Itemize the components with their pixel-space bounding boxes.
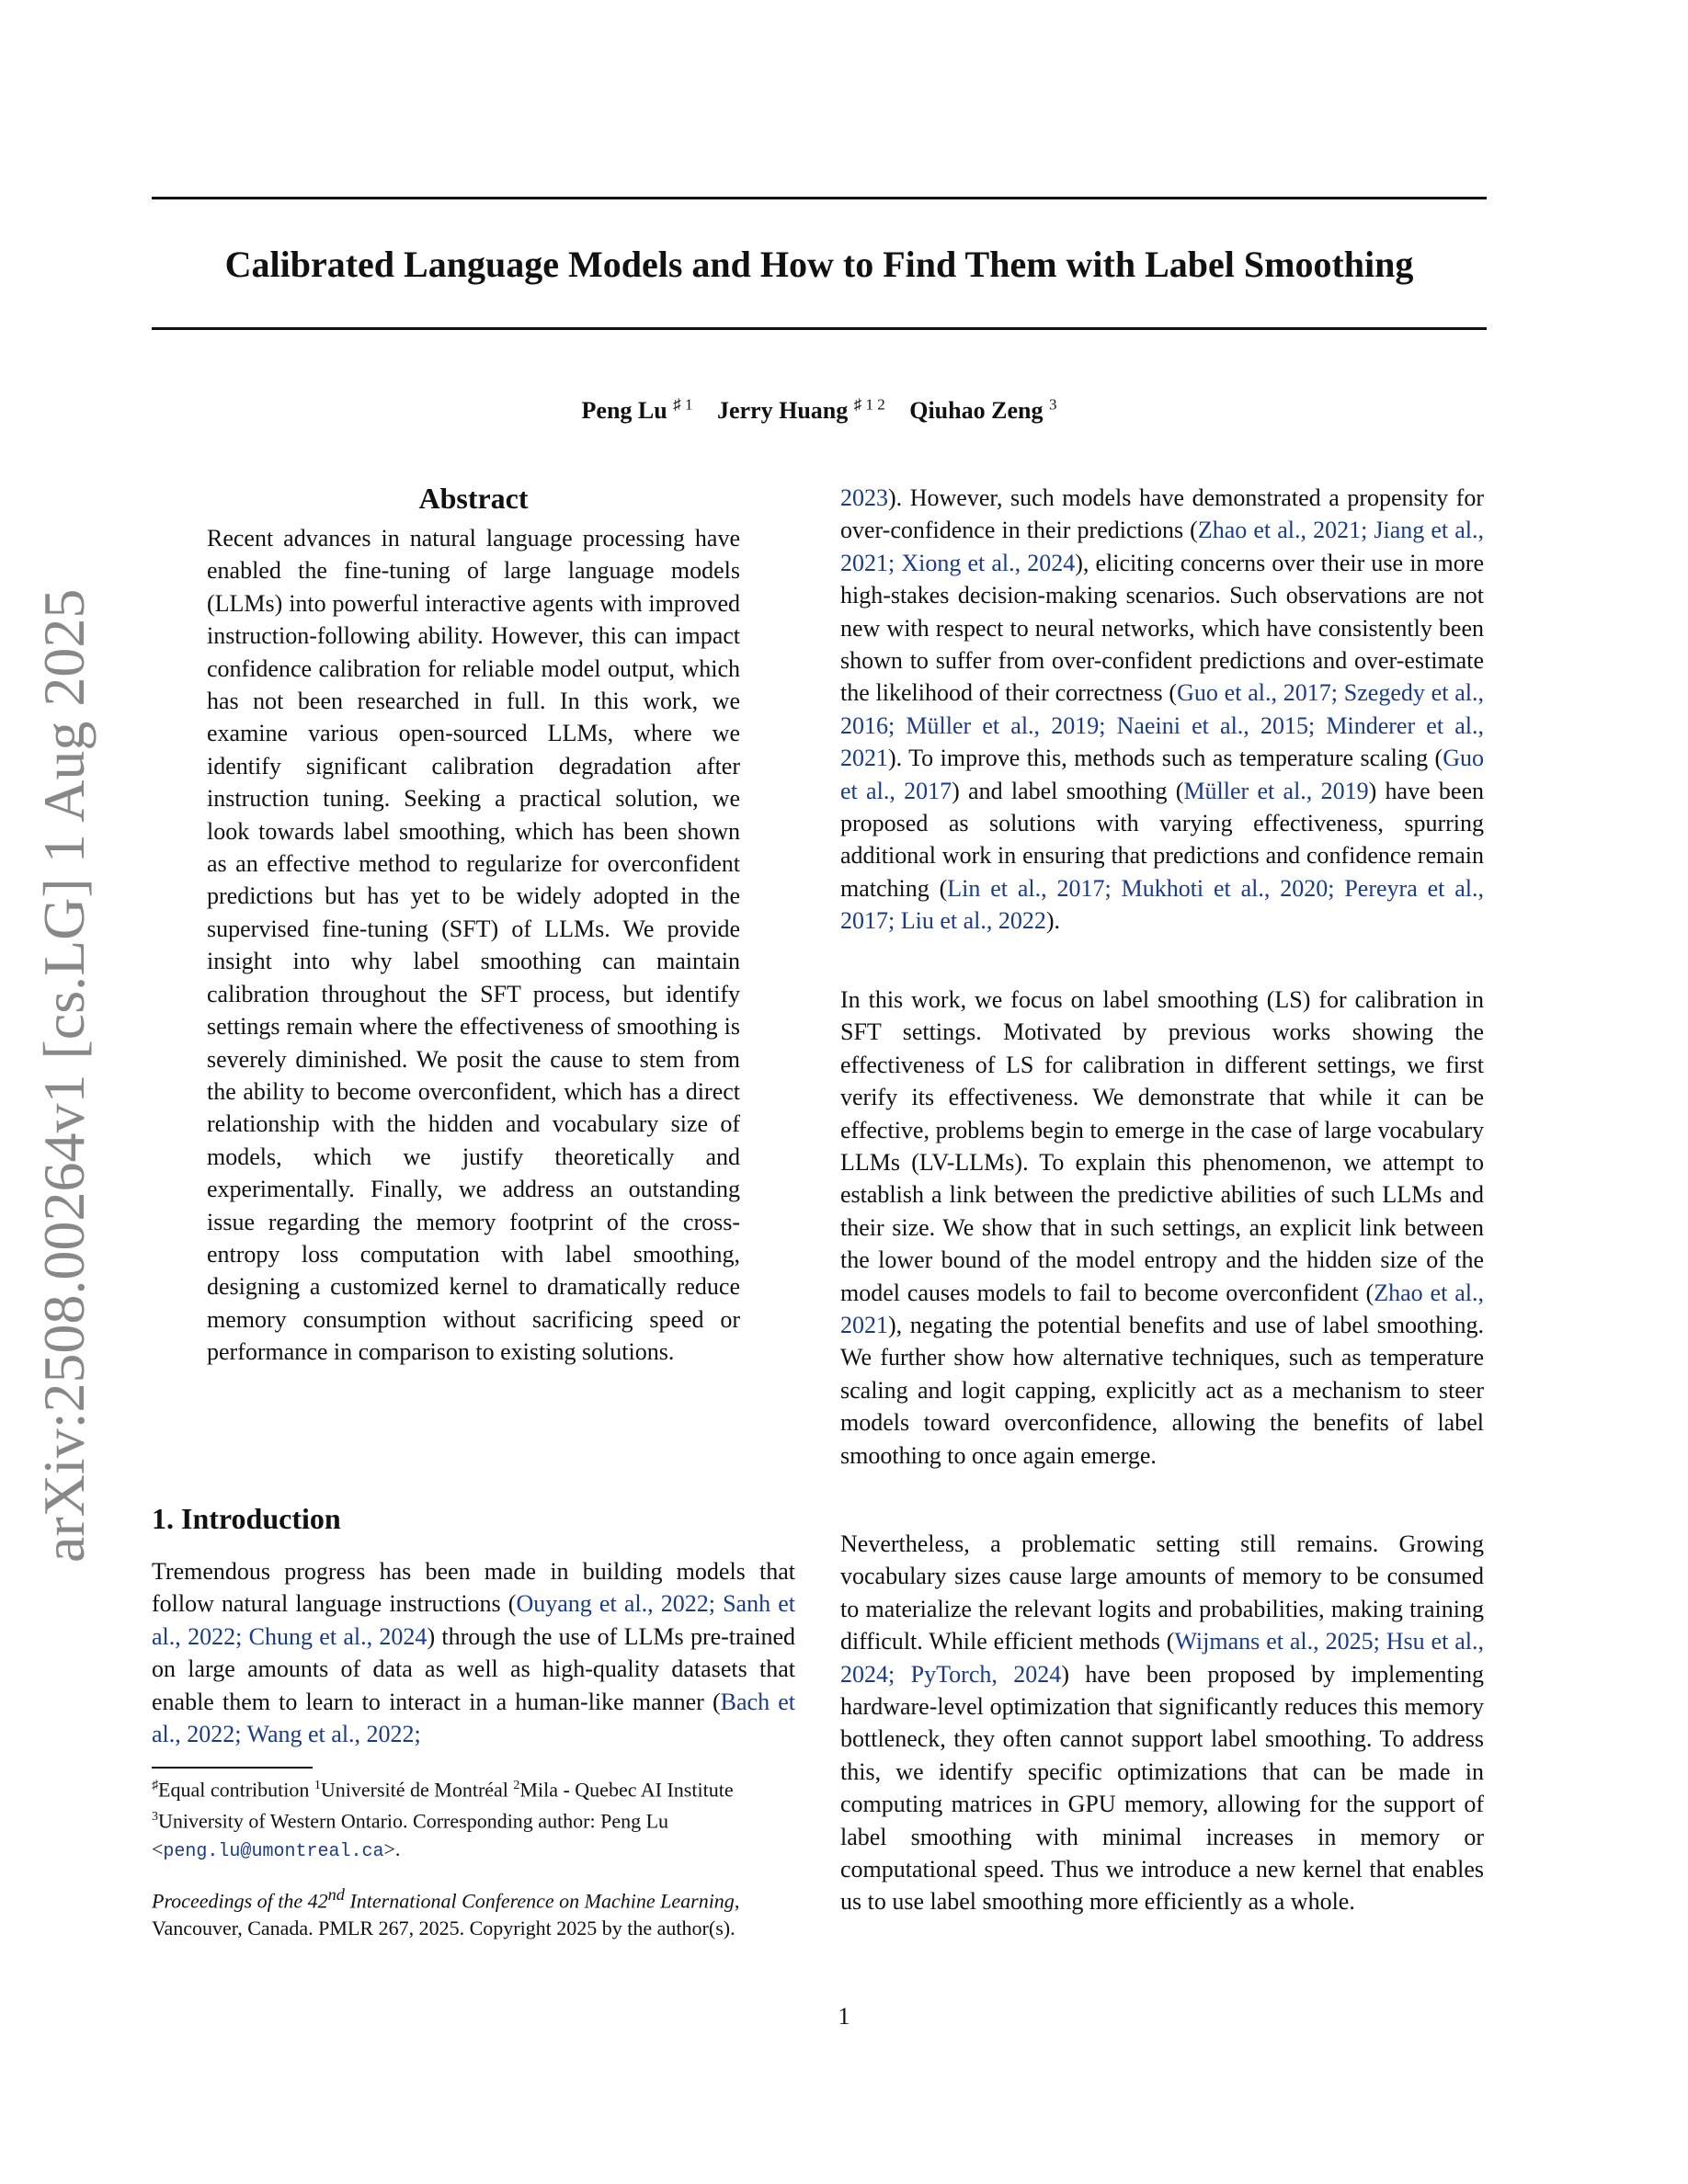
text-run: ). To improve this, methods such as temperature scaling (: [888, 745, 1443, 772]
title-rule-top: [152, 197, 1487, 199]
citation-link[interactable]: Lin et al., 2017; Mukhoti et al., 2020; Pereyra et al., 2017; Liu et al., 2022: [840, 874, 1484, 935]
footnote-mark: 2: [513, 1779, 520, 1792]
author-email-link[interactable]: peng.lu@umontreal.ca: [163, 1840, 384, 1862]
citation-link[interactable]: Ouyang et al., 2022; Sanh et al., 2022; Chung et al., 2024: [152, 1590, 795, 1650]
citation-link[interactable]: 2023: [840, 484, 888, 511]
abstract-heading: Abstract: [418, 482, 529, 515]
text-run: International Conference on Machine Learning: [344, 1889, 735, 1913]
introduction-paragraph-1-continued: [840, 482, 1484, 938]
citation-link[interactable]: Wijmans et al., 2025; Hsu et al., 2024; PyTorch, 2024: [840, 1628, 1484, 1688]
author-name: Peng Lu: [581, 396, 667, 424]
introduction-heading: 1. Introduction: [152, 1502, 341, 1535]
introduction-paragraph-2: [840, 984, 1484, 1472]
text-run: , Vancouver, Canada. PMLR 267, 2025. Copyright 2025 by the author(s).: [152, 1889, 740, 1940]
affiliation-footnote: [152, 1772, 795, 1866]
text-run: ) have been proposed as solutions with varying effectiveness, spurring additional work in ensuring that predictions and confidence remain matching (: [840, 777, 1484, 902]
text-run: Proceedings of the 42: [152, 1889, 328, 1913]
arxiv-identifier-stamp: arXiv:2508.00264v1 [cs.LG] 1 Aug 2025: [31, 588, 97, 1563]
text-run: Equal contribution: [158, 1778, 314, 1802]
citation-link[interactable]: Guo et al., 2017; Szegedy et al., 2016; Müller et al., 2019; Naeini et al., 2015; Minderer et al., 2021: [840, 679, 1484, 772]
text-run: ) through the use of LLMs pre-trained on large amounts of data as well as high-quality datasets that enable them to learn to interact in a human-like manner (: [152, 1622, 795, 1715]
text-run: ), negating the potential benefits and use of label smoothing. We further show how alternative techniques, such as temperature scaling and logit capping, explicitly act as a mechanism to steer models toward overconfidence, allowing the benefits of label smoothing to once again emerge.: [840, 1312, 1484, 1469]
text-run: University of Western Ontario. Corresponding author: Peng Lu <: [152, 1809, 669, 1860]
author-affiliation-marks: 3: [1048, 395, 1057, 413]
author-name: Jerry Huang: [716, 396, 849, 424]
author-affiliation-marks: ♯ 1: [673, 395, 693, 413]
text-run: In this work, we focus on label smoothing (LS) for calibration in SFT settings. Motivated by previous works showing the effectiveness of LS for calibration in different settings, we first verify its effectiveness. We demonstrate that while it can be effective, problems begin to emerge in the case of large vocabulary LLMs (LV-LLMs). To explain this phenomenon, we attempt to establish a link between the predictive abilities of such LLMs and their size. We show that in such settings, an explicit link between the lower bound of the model entropy and the hidden size of the model causes models to fail to become overconfident (: [840, 986, 1484, 1306]
text-run: ) and label smoothing (: [952, 777, 1184, 804]
paper-title: Calibrated Language Models and How to Find Them with Label Smoothing: [224, 244, 1414, 285]
text-run: Mila - Quebec AI Institute: [519, 1778, 734, 1802]
introduction-paragraph-3: [840, 1528, 1484, 1918]
author-3: [909, 397, 1056, 424]
author-affiliation-marks: ♯ 1 2: [853, 395, 885, 413]
footnote-rule: [152, 1767, 313, 1769]
text-run: ). However, such models have demonstrated a propensity for over-confidence in their predictions (: [840, 484, 1484, 544]
text-run: ) have been proposed by implementing hardware-level optimization that significantly reduces this memory bottleneck, they often cannot support label smoothing. To address this, we identify specific optimizations that can be made in computing matrices in GPU memory, allowing for the support of label smoothing with minimal increases in memory or computational speed. Thus we introduce a new kernel that enables us to use label smoothing more efficiently as a whole.: [840, 1660, 1485, 1916]
text-run: >.: [383, 1837, 401, 1860]
text-run: Nevertheless, a problematic setting still remains. Growing vocabulary sizes cause large amounts of memory to be consumed to materialize the relevant logits and probabilities, making training difficult. While efficient methods (: [840, 1530, 1484, 1655]
author-name: Qiuhao Zeng: [909, 396, 1044, 424]
citation-link[interactable]: Guo et al., 2017: [840, 745, 1484, 804]
citation-link[interactable]: Bach et al., 2022; Wang et al., 2022;: [152, 1688, 796, 1748]
author-1: [582, 397, 693, 424]
page-number: 1: [838, 2003, 850, 2030]
text-run: Tremendous progress has been made in building models that follow natural language instructions (: [152, 1558, 795, 1618]
proceedings-notice: [152, 1881, 795, 1942]
citation-link[interactable]: Zhao et al., 2021: [840, 1279, 1484, 1339]
author-2: [717, 397, 885, 424]
text-run: ), eliciting concerns over their use in more high-stakes decision-making scenarios. Such observations are not new with respect to neural networks, which have consistently been shown to suffer from over-confident predictions and over-estimate the likelihood of their correctness (: [840, 549, 1484, 707]
citation-link[interactable]: Zhao et al., 2021; Jiang et al., 2021; Xiong et al., 2024: [840, 517, 1484, 576]
author-list: [152, 386, 1487, 429]
citation-link[interactable]: Müller et al., 2019: [1183, 777, 1369, 804]
introduction-paragraph-1: [152, 1555, 795, 1750]
title-rule-bottom: [152, 327, 1487, 330]
text-run: Université de Montréal: [320, 1778, 514, 1802]
abstract-text: Recent advances in natural language processing have enabled the fine-tuning of large language models (LLMs) into powerful interactive agents with improved instruction-following ability. However, this can impact confidence calibration for reliable model output, which has not been researched in full. In this work, we examine various open-sourced LLMs, where we identify significant calibration degradation after instruction tuning. Seeking a practical solution, we look towards label smoothing, which has been shown as an effective method to regularize for overconfident predictions but has yet to be widely adopted in the supervised fine-tuning (SFT) of LLMs. We provide insight into why label smoothing can maintain calibration throughout the SFT process, but identify settings remain where the effectiveness of smoothing is severely diminished. We posit the cause to stem from the ability to become overconfident, which has a direct relationship with the hidden and vocabulary size of models, which we justify theoretically and experimentally. Finally, we address an outstanding issue regarding the memory footprint of the cross-entropy loss computation with label smoothing, designing a customized kernel to dramatically reduce memory consumption without sacrificing speed or performance in comparison to existing solutions.: [207, 525, 740, 1366]
text-run: nd: [327, 1885, 345, 1904]
footnote-mark: ♯: [152, 1779, 158, 1792]
footnote-mark: 1: [314, 1779, 321, 1792]
text-run: ).: [1045, 907, 1061, 935]
footnote-mark: 3: [152, 1810, 158, 1825]
